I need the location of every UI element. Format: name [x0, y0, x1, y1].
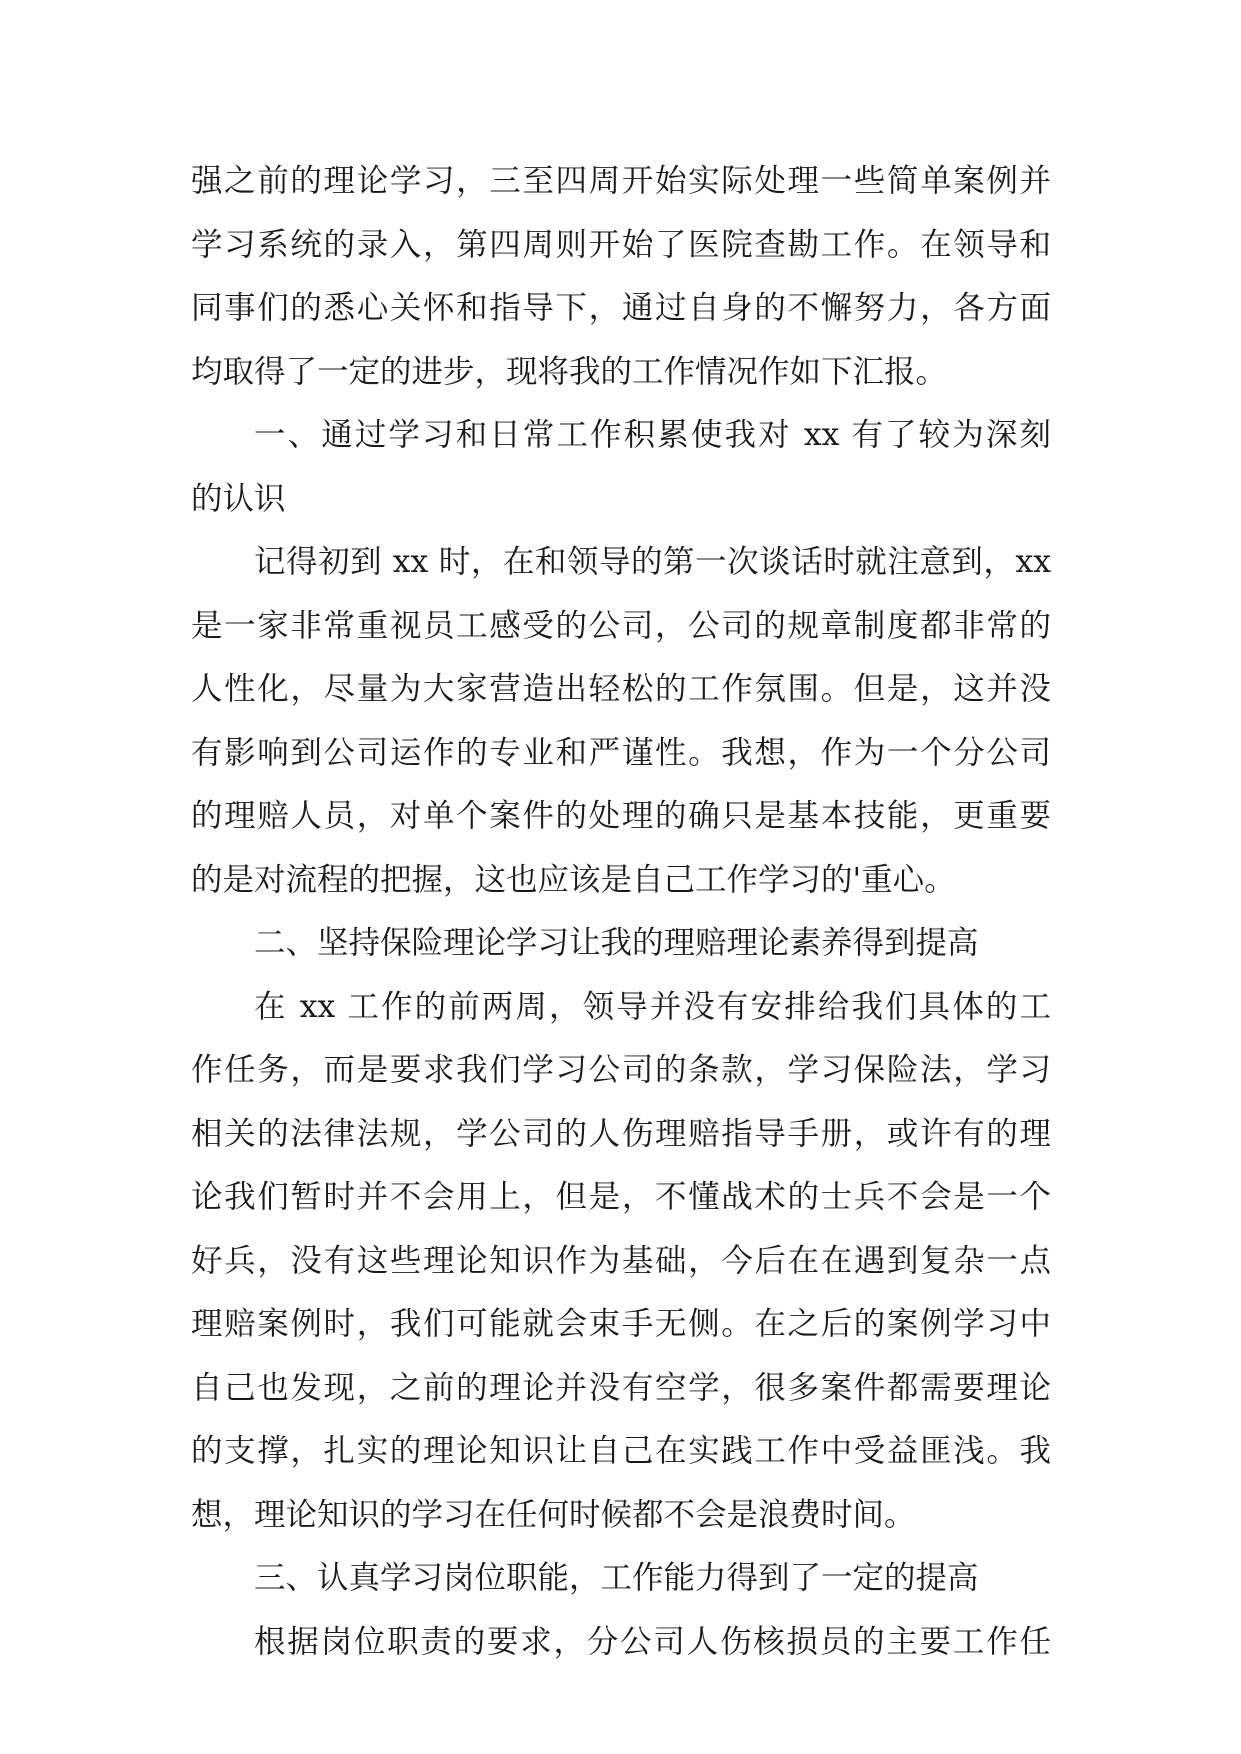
text-line: 均取得了一定的进步，现将我的工作情况作如下汇报。 [191, 353, 948, 390]
text-line: 根据岗位职责的要求，分公司人伤核损员的主要工作任 [254, 1623, 1051, 1660]
section-heading-1: 一、通过学习和日常工作积累使我对 xx 有了较为深刻 [254, 417, 1051, 453]
text-line: 作任务，而是要求我们学习公司的条款，学习保险法，学习 [191, 1052, 1051, 1088]
text-line: 相关的法律法规，学公司的人伤理赔指导手册，或许有的理 [191, 1115, 1051, 1152]
text-line: 自己也发现，之前的理论并没有空学，很多案件都需要理论 [191, 1369, 1051, 1406]
text-line: 在 xx 工作的前两周，领导并没有安排给我们具体的工 [254, 988, 1051, 1025]
section-heading-1-cont: 的认识 [191, 480, 286, 517]
text-line: 的支撑，扎实的理论知识让自己在实践工作中受益匪浅。我 [191, 1433, 1051, 1469]
text-line: 的是对流程的把握，这也应该是自己工作学习的'重心。 [191, 861, 956, 898]
text-line: 记得初到 xx 时，在和领导的第一次谈话时就注意到，xx [254, 544, 1051, 580]
text-line: 论我们暂时并不会用上，但是，不懂战术的士兵不会是一个 [191, 1179, 1051, 1215]
text-line: 强之前的理论学习，三至四周开始实际处理一些简单案例并 [191, 163, 1051, 199]
text-line: 有影响到公司运作的专业和严谨性。我想，作为一个分公司 [191, 734, 1051, 771]
text-line: 人性化，尽量为大家营造出轻松的工作氛围。但是，这并没 [191, 671, 1051, 707]
section-heading-3: 三、认真学习岗位职能，工作能力得到了一定的提高 [254, 1560, 979, 1596]
text-line: 好兵，没有这些理论知识作为基础，今后在在遇到复杂一点 [191, 1242, 1051, 1279]
text-line: 的理赔人员，对单个案件的处理的确只是基本技能，更重要 [191, 798, 1051, 834]
text-line: 同事们的悉心关怀和指导下，通过自身的不懈努力，各方面 [191, 290, 1051, 326]
section-heading-2: 二、坚持保险理论学习让我的理赔理论素养得到提高 [254, 925, 979, 961]
body-text [191, 150, 1051, 1674]
text-line: 理赔案例时，我们可能就会束手无侧。在之后的案例学习中 [191, 1306, 1051, 1342]
text-line: 是一家非常重视员工感受的公司，公司的规章制度都非常的 [191, 607, 1051, 644]
text-line: 想，理论知识的学习在任何时候都不会是浪费时间。 [191, 1496, 916, 1533]
text-line: 学习系统的录入，第四周则开始了医院查勘工作。在领导和 [191, 226, 1051, 263]
